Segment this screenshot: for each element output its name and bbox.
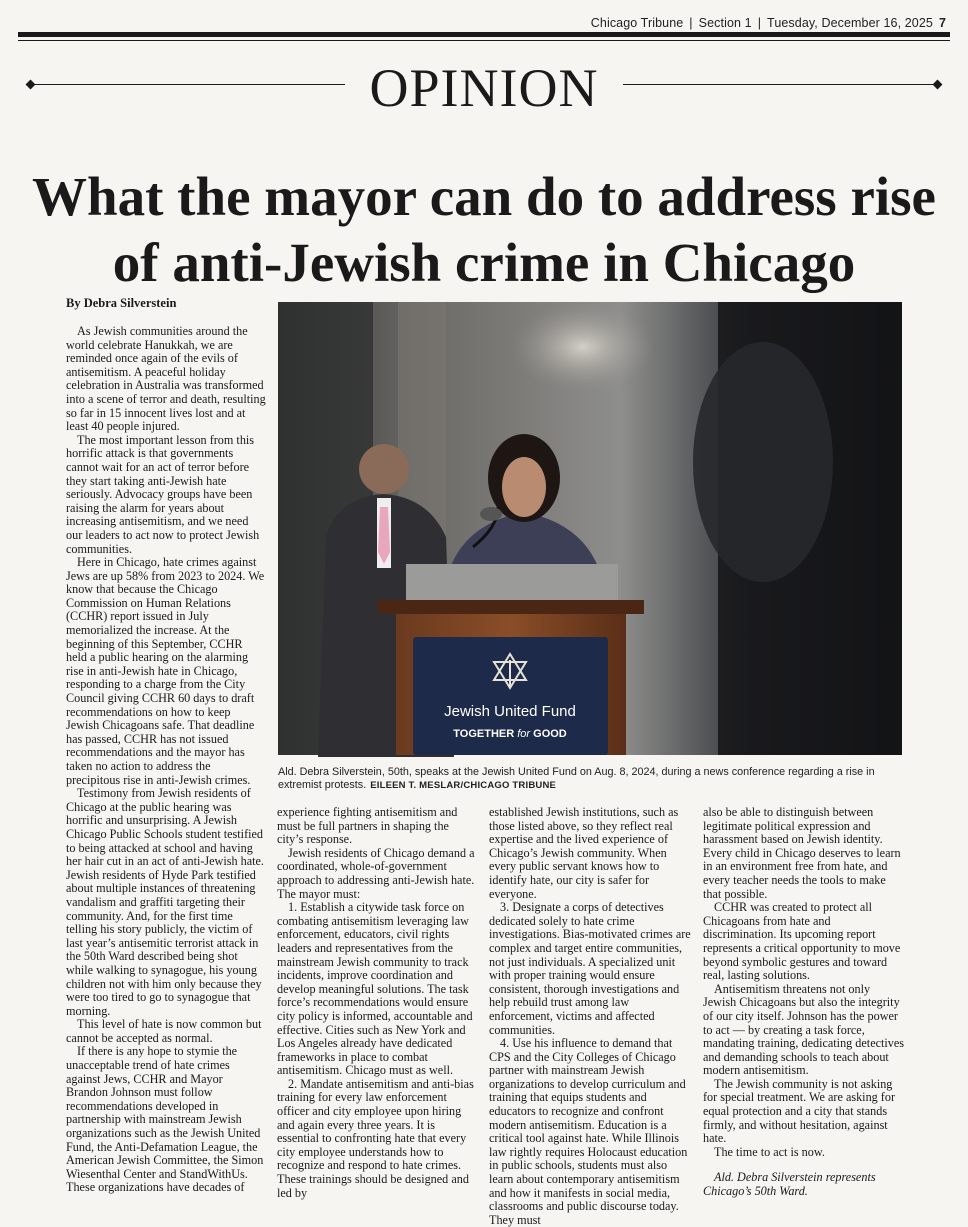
paragraph: CCHR was created to protect all Chicagoans from hate and discrimination. Its upcoming report represents a critical opportunity to move beyond symbolic gestures and toward real, lasting solutions. [703, 900, 901, 983]
photo-illustration [278, 302, 902, 755]
paragraph: also be able to distinguish between legitimate political expression and harassment based on Jewish identity. Every child in Chicago deserves to learn in an environment free from hate, and every teacher needs the tools to make that possible. [703, 805, 901, 901]
photo-man-tie [378, 507, 390, 564]
photo-camera-blur [693, 342, 833, 582]
header-rule-thick [18, 32, 950, 37]
paragraph: 2. Mandate antisemitism and anti-bias training for every law enforcement officer and city employee upon hiring and again every three years. It is essential to confronting hate that every city employee understands how to recognize and respond to hate crimes. These trainings should be designed and led by [277, 1076, 474, 1200]
photo-podium-slogan-part: for [517, 728, 531, 740]
paragraph: Jewish residents of Chicago demand a coordinated, whole-of-government approach to addressing anti-Jewish hate. The mayor must: [277, 845, 475, 901]
paragraph: If there is any hope to stymie the unacceptable trend of hate crimes against Jews, CCHR and Mayor Brandon Johnson must follow recommendations developed in partnership with mainstream Jewish organizations such as the Jewish United Fund, the Anti-Defamation League, the American Jewish Committee, the Simon Wiesenthal Center and StandWithUs. These organizations have decades of [66, 1044, 264, 1195]
photo-man-head [359, 444, 409, 494]
photo-podium-slogan [453, 728, 567, 740]
photo-microphone [480, 507, 502, 521]
paragraph: established Jewish institutions, such as those listed above, so they reflect real expertise and the lived experience of Chicago’s Jewish community. When every public servant knows how to identify hate, our city is safer for everyone. [489, 805, 679, 901]
photo-speaker-face [502, 457, 546, 517]
photo-podium-name: Jewish United Fund [444, 703, 576, 720]
paragraph: This level of hate is now common but cannot be accepted as normal. [66, 1017, 262, 1045]
section-flag-line-right [623, 84, 938, 85]
photo-podium-slogan-part: GOOD [530, 728, 567, 740]
paragraph: The most important lesson from this horrific attack is that governments cannot wait for an act of terror before they start taking anti-Jewish hate seriously. Advocacy groups have been raising the alarm for years about increasing antisemitism, and we need our leaders to act now to protect Jewish communities. [66, 432, 260, 556]
article-headline: What the mayor can do to address rise of anti-Jewish crime in Chicago [32, 166, 936, 293]
header-rule-thin [18, 40, 950, 41]
photo-caption [278, 766, 902, 792]
photo-credit: EILEEN T. MESLAR/CHICAGO TRIBUNE [370, 779, 557, 791]
article-column-2 [277, 805, 477, 1200]
folio-page-number: 7 [938, 16, 946, 30]
folio-separator: | [757, 16, 762, 30]
paragraph: 4. Use his influence to demand that CPS and the City Colleges of Chicago partner with mainstream Jewish organizations to develop curriculum and training that equips students and educators to recognize and confront modern antisemitism. Education is a critical tool against hate. While Illinois law rightly requires Holocaust education in public schools, students must also learn about contemporary antisemitism and how it manifests in social media, classrooms and public discourse today. They must [489, 1036, 688, 1227]
article-column-4 [703, 805, 906, 1199]
section-flag [30, 58, 938, 118]
folio-date: Tuesday, December 16, 2025 [767, 16, 933, 30]
photo-podium-top [378, 600, 644, 614]
caption-text: Ald. Debra Silverstein, 50th, speaks at the Jewish United Fund on Aug. 8, 2024, during a news conference regarding a rise in extremist protests. [278, 766, 875, 791]
article-photo [278, 302, 902, 755]
article-byline: By Debra Silverstein [66, 296, 177, 310]
paragraph: Testimony from Jewish residents of Chicago at the public hearing was horrific and unsurprising. A Jewish Chicago Public Schools student testified to being attacked at school and having her hair cut in an act of anti-Jewish hate. Jewish residents of Hyde Park testified about multiple instances of threatening vandalism and graffiti targeting their community. And, for the first time telling his story publicly, the victim of last year’s antisemitic terrorist attack in the 50th Ward described being shot while walking to synagogue, his young children not with him only because they were too tired to go to synagogue that morning. [66, 786, 264, 1018]
paragraph: The Jewish community is not asking for special treatment. We are asking for equal protection and a city that stands firmly, and without hesitation, against hate. [703, 1076, 896, 1146]
folio-section: Section 1 [698, 16, 752, 30]
paragraph: The time to act is now. [714, 1144, 825, 1159]
folio-publication: Chicago Tribune [590, 16, 684, 30]
paragraph: 3. Designate a corps of detectives dedicated solely to hate crime investigations. Bias-motivated crimes are complex and target entire communities, not just individuals. A specialized unit with proper training would ensure consistent, thorough investigations and help rebuild trust among law enforcement, victims and affected communities. [489, 900, 691, 1037]
page-folio [591, 16, 946, 30]
paragraph: 1. Establish a citywide task force on combating antisemitism leveraging law enforcement, educators, civil rights leaders and representatives from the mainstream Jewish community to track incidents, improve coordination and develop meaningful solutions. The task force’s recommendations would ensure city policy is informed, accountable and effective. Cities such as New York and Los Angeles already have dedicated frameworks in place to combat antisemitism. Chicago must as well. [277, 900, 473, 1078]
photo-podium-slogan-part: TOGETHER [453, 728, 518, 740]
photo-bokeh-light [511, 302, 655, 392]
section-title: OPINION [369, 58, 599, 118]
article-column-1 [66, 324, 266, 1195]
paragraph: As Jewish communities around the world celebrate Hanukkah, we are reminded once again of the evils of antisemitism. A peaceful holiday celebration in Australia was transformed into a scene of terror and death, resulting so far in 15 innocent lives lost and at least 40 people injured. [66, 324, 266, 434]
paragraph: Antisemitism threatens not only Jewish Chicagoans but also the integrity of our city itself. Johnson has the power to act — by creating a task force, mandating training, dedicating detectives and demanding schools to teach about modern antisemitism. [703, 981, 905, 1078]
article-column-3 [489, 805, 691, 1227]
folio-separator: | [689, 16, 693, 30]
paragraph: Here in Chicago, hate crimes against Jews are up 58% from 2023 to 2024. We know that because the Chicago Commission on Human Relations (CCHR) report issued in July memorialized the increase. At the beginning of this September, CCHR held a public hearing on the alarming rise in anti-Jewish hate in Chicago, responding to a charge from the City Council giving CCHR 60 days to draft recommendations on how to keep Jewish Chicagoans safe. That deadline has passed, CCHR has not issued recommendations and the mayor has taken no action to address the precipitous rise in anti-Jewish crimes. [66, 555, 265, 787]
photo-laptop [406, 564, 618, 602]
paragraph: experience fighting antisemitism and must be full partners in shaping the city’s response. [277, 805, 458, 847]
author-signature: Ald. Debra Silverstein represents Chicago’s 50th Ward. [703, 1170, 876, 1199]
